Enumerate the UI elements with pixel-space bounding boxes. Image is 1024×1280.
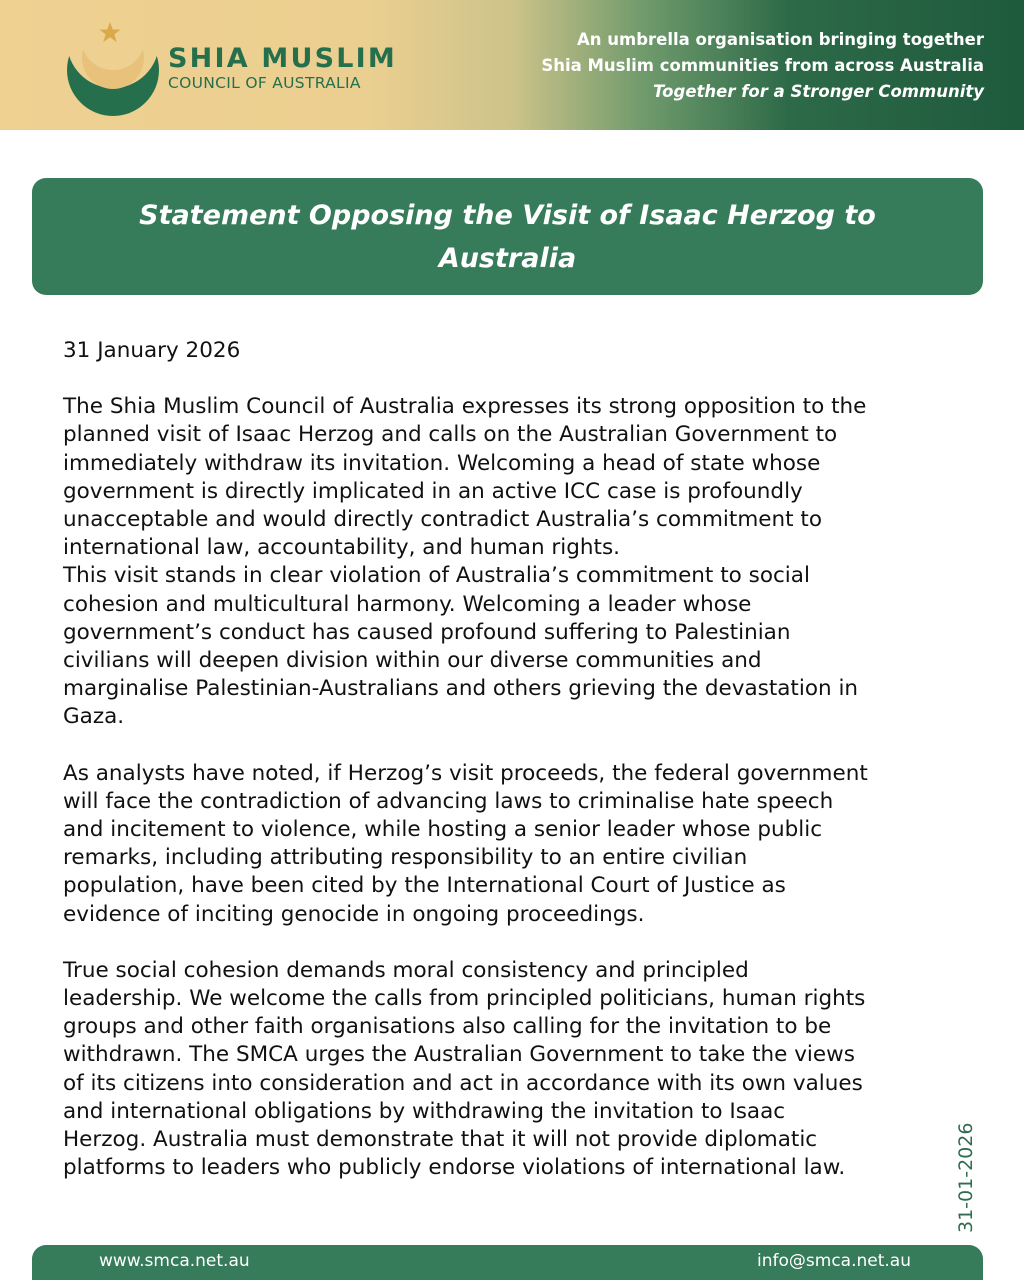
text-line: planned visit of Isaac Herzog and calls on the Australian Government to bbox=[63, 422, 838, 448]
text-line: will face the contradiction of advancing laws to criminalise hate speech bbox=[63, 788, 834, 814]
statement-date: 31 January 2026 bbox=[63, 338, 241, 363]
text-line: international law, accountability, and human rights. bbox=[63, 535, 620, 561]
text-line: of its citizens into consideration and act in accordance with its own values bbox=[63, 1070, 863, 1096]
statement-title-banner bbox=[32, 178, 983, 295]
text-line: True social cohesion demands moral consistency and principled bbox=[63, 957, 749, 983]
text-line: withdrawn. The SMCA urges the Australian Government to take the views bbox=[63, 1042, 855, 1068]
text-line: government’s conduct has caused profound suffering to Palestinian bbox=[63, 619, 791, 645]
footer-bar bbox=[32, 1245, 983, 1280]
text-line: cohesion and multicultural harmony. Welcoming a leader whose bbox=[63, 591, 752, 617]
logo-subtitle: COUNCIL OF AUSTRALIA bbox=[168, 74, 361, 92]
text-line: Herzog. Australia must demonstrate that it will not provide diplomatic bbox=[63, 1127, 818, 1153]
statement-body bbox=[63, 337, 963, 1182]
text-line: evidence of inciting genocide in ongoing proceedings. bbox=[63, 901, 645, 927]
paragraph-analysts bbox=[63, 760, 963, 929]
text-line: marginalise Palestinian-Australians and others grieving the devastation in bbox=[63, 676, 859, 702]
logo-title: SHIA MUSLIM bbox=[168, 43, 397, 74]
text-line: platforms to leaders who publicly endorse violations of international law. bbox=[63, 1155, 846, 1181]
text-line: immediately withdraw its invitation. Welcoming a head of state whose bbox=[63, 450, 821, 476]
paragraph-conclusion bbox=[63, 957, 963, 1183]
tagline-slogan: Together for a Stronger Community bbox=[653, 82, 984, 101]
paragraph-opposition bbox=[63, 393, 963, 562]
text-line: The Shia Muslim Council of Australia expresses its strong opposition to the bbox=[63, 394, 867, 420]
paragraph-social-cohesion bbox=[63, 562, 963, 731]
crescent-star-logo-icon bbox=[62, 18, 164, 116]
text-line: leadership. We welcome the calls from principled politicians, human rights bbox=[63, 986, 866, 1012]
logo-wordmark bbox=[168, 44, 397, 92]
text-line: groups and other faith organisations also calling for the invitation to be bbox=[63, 1014, 832, 1040]
text-line: population, have been cited by the International Court of Justice as bbox=[63, 873, 786, 899]
text-line: Gaza. bbox=[63, 704, 125, 730]
tagline-line: Shia Muslim communities from across Australia bbox=[541, 56, 984, 75]
text-line: unacceptable and would directly contradict Australia’s commitment to bbox=[63, 507, 822, 533]
text-line: As analysts have noted, if Herzog’s visit proceeds, the federal government bbox=[63, 760, 868, 786]
text-line: government is directly implicated in an active ICC case is profoundly bbox=[63, 478, 803, 504]
tagline-line: An umbrella organisation bringing together bbox=[577, 30, 984, 49]
text-line: civilians will deepen division within our diverse communities and bbox=[63, 648, 762, 674]
statement-title: Statement Opposing the Visit of Isaac Herzog to Australia bbox=[139, 199, 876, 274]
text-line: remarks, including attributing responsibility to an entire civilian bbox=[63, 845, 748, 871]
website-link[interactable]: www.smca.net.au bbox=[99, 1251, 250, 1271]
tagline bbox=[541, 27, 984, 105]
text-line: and incitement to violence, while hosting a senior leader whose public bbox=[63, 817, 823, 843]
text-line: and international obligations by withdrawing the invitation to Isaac bbox=[63, 1098, 786, 1124]
text-line: This visit stands in clear violation of Australia’s commitment to social bbox=[63, 563, 810, 589]
header-banner bbox=[0, 0, 1024, 130]
side-date: 31-01-2026 bbox=[955, 1122, 977, 1233]
email-link[interactable]: info@smca.net.au bbox=[757, 1251, 911, 1271]
